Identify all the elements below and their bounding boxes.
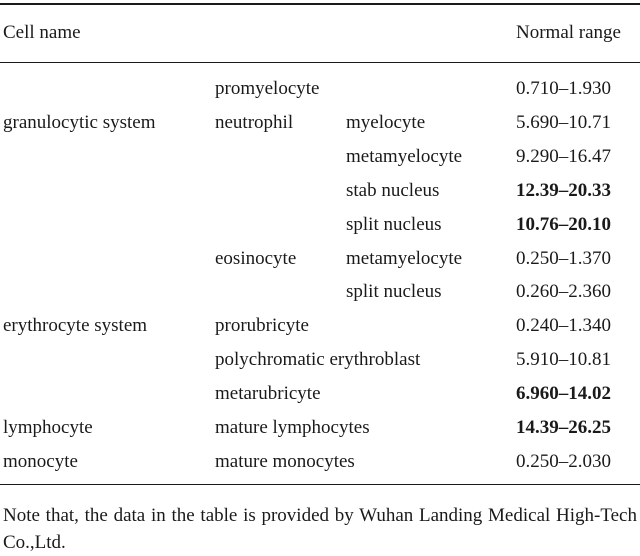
- table-note: Note that, the data in the table is provided by Wuhan Landing Medical High-Tech Co.,Ltd.: [3, 505, 637, 553]
- bottom-rule: [0, 484, 640, 485]
- cell-type: prorubricyte: [215, 315, 309, 336]
- cell-subtype: stab nucleus: [346, 180, 440, 201]
- system-name: granulocytic system: [3, 112, 156, 133]
- normal-range-value: 0.710–1.930: [516, 78, 611, 99]
- cell-type: metarubricyte: [215, 383, 321, 404]
- header-normal-range: Normal range: [516, 22, 621, 43]
- system-name: erythrocyte system: [3, 315, 148, 336]
- normal-range-value: 10.76–20.10: [516, 214, 611, 235]
- cell-type: polychromatic erythroblast: [215, 349, 421, 370]
- normal-range-value: 5.690–10.71: [516, 112, 611, 133]
- normal-range-value: 0.250–2.030: [516, 451, 611, 472]
- normal-range-value: 14.39–26.25: [516, 417, 611, 438]
- cell-type: neutrophil: [215, 112, 294, 133]
- normal-range-value: 0.240–1.340: [516, 315, 611, 336]
- normal-range-value: 0.250–1.370: [516, 248, 611, 269]
- cell-type: promyelocyte: [215, 78, 320, 99]
- cell-type: eosinocyte: [215, 248, 297, 269]
- cell-subtype: split nucleus: [346, 214, 442, 235]
- cell-subtype: split nucleus: [346, 281, 442, 302]
- normal-range-value: 0.260–2.360: [516, 281, 611, 302]
- normal-range-value: 9.290–16.47: [516, 146, 611, 167]
- cell-subtype: myelocyte: [346, 112, 426, 133]
- cell-subtype: metamyelocyte: [346, 146, 463, 167]
- system-name: monocyte: [3, 451, 78, 472]
- cell-type: mature monocytes: [215, 451, 355, 472]
- cell-subtype: metamyelocyte: [346, 248, 463, 269]
- system-name: lymphocyte: [3, 417, 93, 438]
- normal-range-value: 5.910–10.81: [516, 349, 611, 370]
- header-cell-name: Cell name: [3, 22, 81, 43]
- header-rule: [0, 62, 640, 63]
- top-rule: [0, 3, 640, 5]
- normal-range-value: 6.960–14.02: [516, 383, 611, 404]
- normal-range-value: 12.39–20.33: [516, 180, 611, 201]
- cell-type: mature lymphocytes: [215, 417, 370, 438]
